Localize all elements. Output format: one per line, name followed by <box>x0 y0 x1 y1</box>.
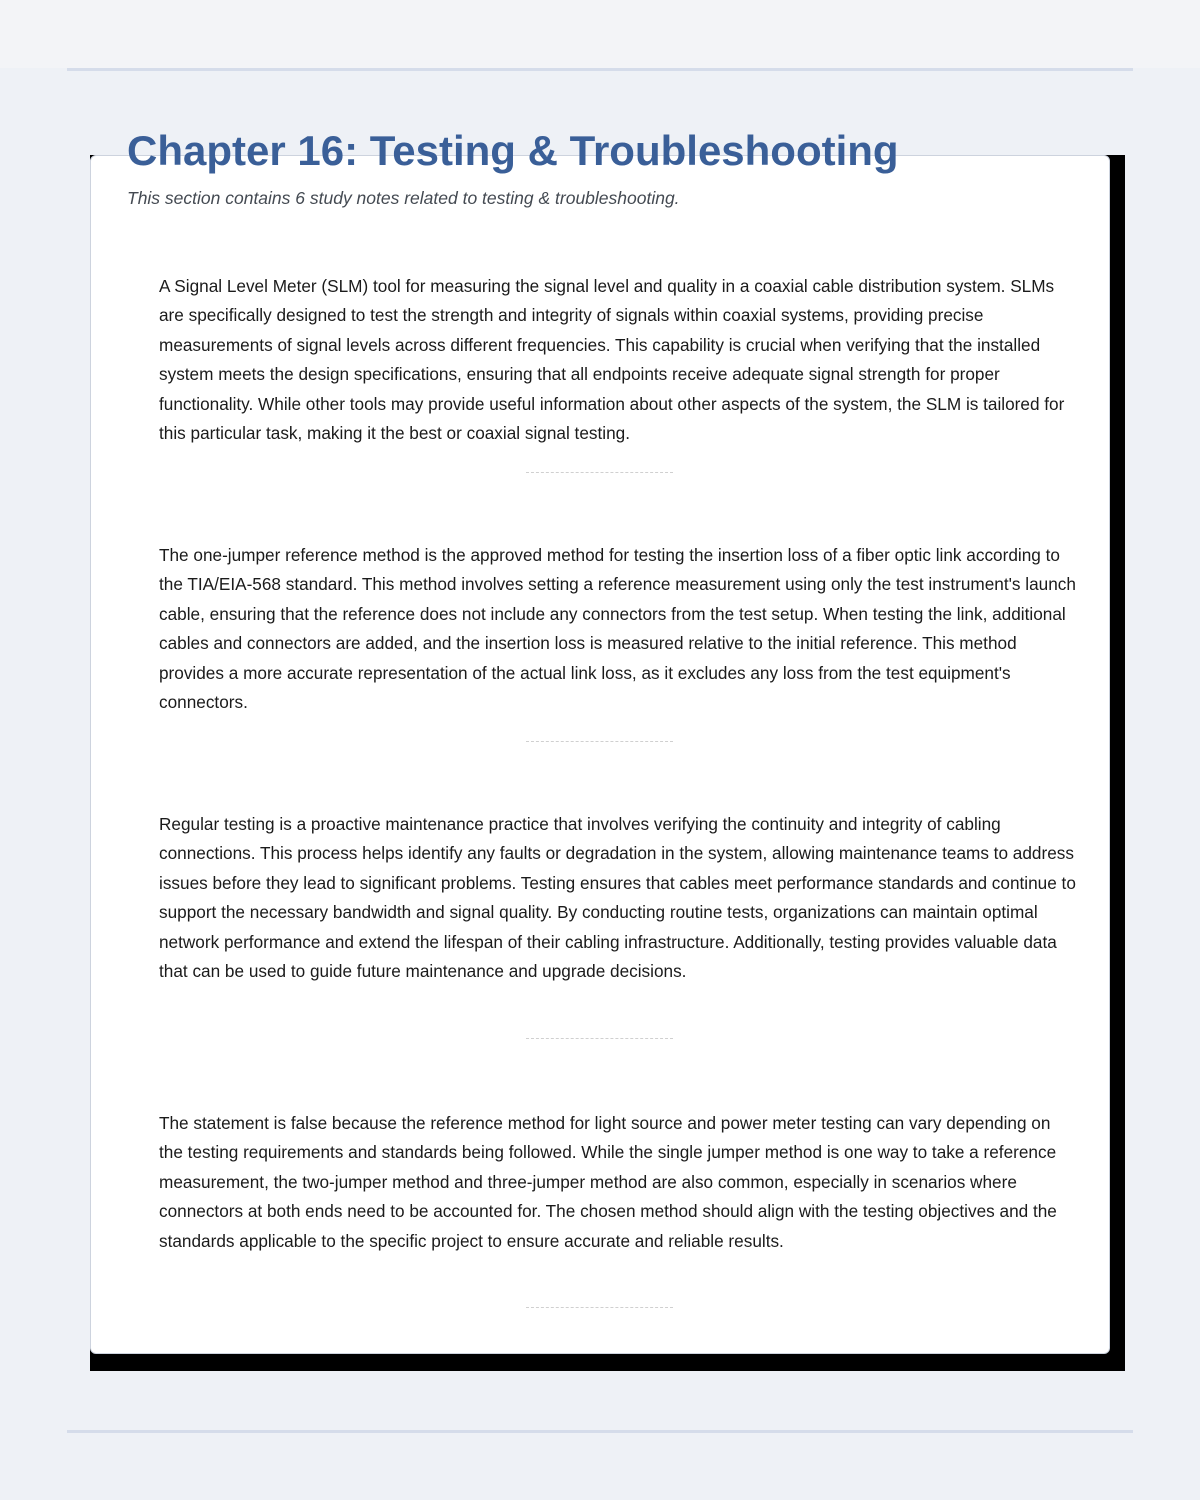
study-notes-card <box>90 127 1110 1354</box>
top-divider <box>67 68 1133 71</box>
note-divider <box>526 741 673 742</box>
bottom-divider <box>67 1430 1133 1433</box>
study-note: The one-jumper reference method is the approved method for testing the insertion loss of a fiber optic link according to the TIA/EIA-568 standard. This method involves setting a reference measurement using only the test instrument's launch cable, ensuring that the reference does not include any connectors from the test setup. When testing the link, additional cables and connectors are added, and the insertion loss is measured relative to the initial reference. This method provides a more accurate representation of the actual link loss, as it excludes any loss from the test equipment's connectors. <box>159 545 1076 713</box>
study-note: Regular testing is a proactive maintenance practice that involves verifying the continuity and integrity of cabling connections. This process helps identify any faults or degradation in the system, allowing maintenance teams to address issues before they lead to significant problems. Testing ensures that cables meet performance standards and continue to support the necessary bandwidth and signal quality. By conducting routine tests, organizations can maintain optimal network performance and extend the lifespan of their cabling infrastructure. Additionally, testing provides valuable data that can be used to guide future maintenance and upgrade decisions. <box>159 814 1076 982</box>
note-divider <box>526 1038 673 1039</box>
note-divider <box>526 472 673 473</box>
study-note: The statement is false because the reference method for light source and power meter testing can vary depending on the testing requirements and standards being followed. While the single jumper method is one way to take a reference measurement, the two-jumper method and three-jumper method are also common, especially in scenarios where connectors at both ends need to be accounted for. The chosen method should align with the testing objectives and the standards applicable to the specific project to ensure accurate and reliable results. <box>159 1113 1057 1251</box>
note-divider <box>526 1307 673 1308</box>
top-bar <box>0 0 1200 68</box>
chapter-title: Chapter 16: Testing & Troubleshooting <box>127 127 899 174</box>
chapter-intro: This section contains 6 study notes related to testing & troubleshooting. <box>127 188 680 208</box>
study-note: A Signal Level Meter (SLM) tool for measuring the signal level and quality in a coaxial cable distribution system. SLMs are specifically designed to test the strength and integrity of signals within coaxial systems, providing precise measurements of signal levels across different frequencies. This capability is crucial when verifying that the installed system meets the design specifications, ensuring that all endpoints receive adequate signal strength for proper functionality. While other tools may provide useful information about other aspects of the system, the SLM is tailored for this particular task, making it the best or coaxial signal testing. <box>159 276 1065 444</box>
